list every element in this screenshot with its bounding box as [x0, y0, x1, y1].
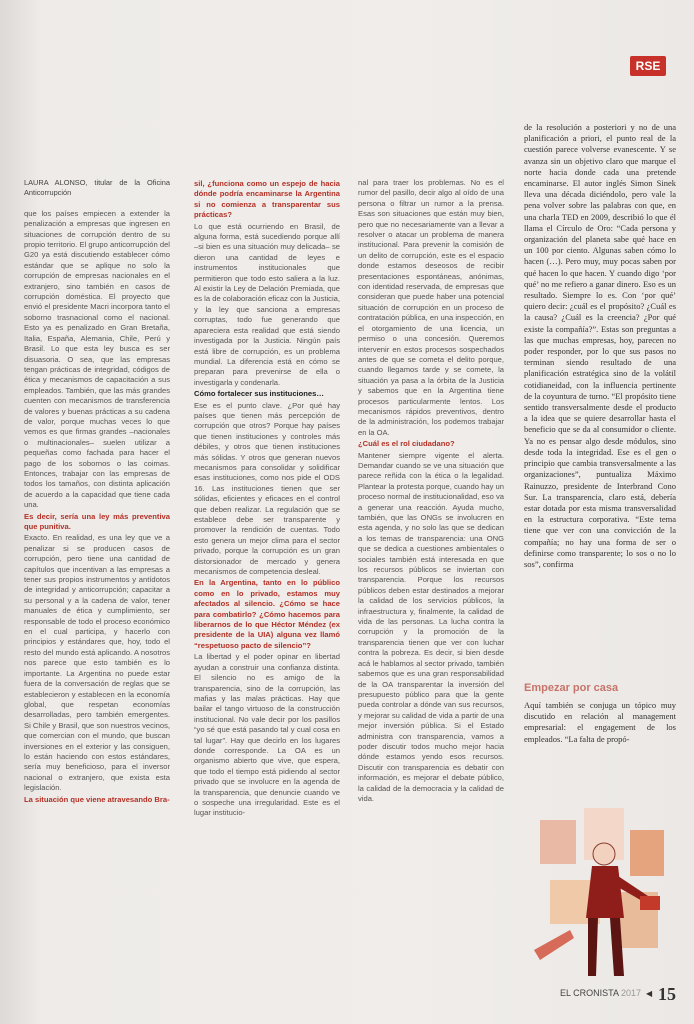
page-arrow-icon: ◀ — [646, 989, 653, 998]
column-4-article — [524, 122, 676, 692]
publication-year: 2017 — [621, 988, 642, 998]
interview-question: En la Argentina, tanto en lo público como en lo privado, estamos muy afectados al silencio. ¿Cómo se hace para combatirlo? ¿Cómo hacemos para liberarnos de lo que Héctor Méndez (ex presidente de la UIA) alguna vez llamó “respetuoso pacto de silencio”? — [194, 578, 340, 650]
paragraph: Exacto. En realidad, es una ley que ve a penalizar si se producen casos de corrupción, pero tiene una cantidad de capítulos que incentivan a las empresas a tener sus propios instrumentos y antídotos de integridad y anticorrupción; capacitar a su personal y a la cadena de valor, tener manuales de ética y cumplimiento, ser responsable de todo el proceso económico en el cual participa, y hacerlo con principios y estándares que, hoy, todo el resto del mundo está aplicando. A nosotros nos parece que esto también es lo importante. La Argentina no puede estar fuera de la conversación de reglas que se establecieron y establecen en la economía global, que respetan economías desarrolladas, pero también emergentes. Si Chile y Brasil, que son nuestros vecinos, que comercian con el mundo, que buscan inversiones en el exterior y las consiguen, lo están haciendo con estos estándares, sería muy beneficioso, para el inversor nacional o extranjero, que exista esta legislación. — [24, 533, 170, 793]
paragraph: que los países empiecen a extender la penalización a empresas que ingresen en situaciones de corrupción dentro de su propio territorio. El grupo anticorrupción del G20 ya está discutiendo establecer cómo estándar que se aplique no solo la corrupción de empresas nacionales en el extranjero, sino también en casos de corrupción doméstica. El proyecto que envió el presidente Macri incorpora tanto el soborno trasnacional como el nacional. Esto ya es penalizado en Gran Bretaña, Italia, España, Alemania, Chile, Perú y Brasil. Lo que esta ley busca es ser disuasoria. O sea, que las empresas tengan prácticas de integridad, códigos de ética y mecanismos de capacitación a sus empleados. También, que las más grandes cuenten con mecanismos de transferencia de valores y buenas prácticas a su cadena de valor, porque muchas veces lo que vemos es que firmas grandes –nacionales o multinacionales– suelen utilizar a pequeñas como fachada para hacer el pago de los sobornos o las coimas. Entonces, trabajar con las empresas de todos los tamaños, con distinta aplicación de acuerdo a la capacidad que tiene cada una. — [24, 208, 170, 510]
byline: LAURA ALONSO, titular de la Oficina Anticorrupción — [24, 178, 170, 198]
page-footer — [560, 988, 641, 998]
paragraph: Mantener siempre vigente el alerta. Demandar cuando se ve una situación que parece reñida con la ética o la legalidad. Plantear la protesta porque, cuando hay un proceso normal de institucionalidad, eso va a generar una reacción. Ayuda mucho, también, que las ONGs se involucren en esta agenda, y no solo las que se dedican a los temas de transparencia: una ONG que se dedica a cuestiones ambientales o sociales también está interesada en que los recursos públicos se inviertan con transparencia. Porque los recursos públicos deben estar destinados a mejorar la calidad de los servicios públicos, la infraestructura y, finalmente, la calidad de vida de las personas. La lucha contra la corrupción y la promoción de la transparencia tienen que ver con luchar contra la pobreza. Es decir, si bien desde acá le hablamos al sector privado, también sabemos que es una gran responsabilidad de la OA transparentar la inversión del presupuesto público para que la gente pueda controlar a dónde van sus recursos, y mejorar su calidad de vida a partir de una mejor inversión pública. Si el Estado administra con transparencia, vamos a poder discutir todos mucho mejor hacia dónde estamos yendo esos recursos. Discutir con transparencia es debatir con información, es mejorar el debate público, la calidad de la democracia y la calidad de vida. — [358, 450, 504, 803]
paragraph: Ese es el punto clave. ¿Por qué hay países que tienen más percepción de corrupción que otros? Porque hay países que tienen instituciones y controles más débiles, y otros que tienen instituciones más sólidas. Y otros que generan nuevos mecanismos para consolidar y solidificar esas instituciones, como nos pide el ODS 16. Las instituciones tienen que ser sólidas, eficientes y eficaces en el control que deben realizar. La regulación que se establece debe ser transparente y promover la rendición de cuentas. Todo esto genera un mejor clima para el sector privado, porque la corrupción es un gran distorsionador de mercado y genera mecanismos de competencia desleal. — [194, 400, 340, 577]
illustration-panel — [630, 830, 664, 876]
column-4-continuation — [524, 700, 676, 760]
business-person-illustration — [530, 800, 676, 984]
subheading: Empezar por casa — [524, 682, 619, 694]
illustration-panel — [540, 820, 576, 864]
page-number: 15 — [658, 984, 676, 1004]
paragraph: La libertad y el poder opinar en libertad ayudan a construir una confianza distinta. El silencio no es amigo de la transparencia, sino de la corrupción, las mafias y las malas prácticas. Hay que bailar el tango virtuoso de la construcción institucional. No vale decir por los pasillos “yo sé que está pasando tal y cual cosa en tal lugar”. Hay que decirlo en los lugares donde corresponde. La OA es un organismo abierto que vive, que espera, que todo el tiempo está pidiendo al sector privado que se involucre en la agenda de la transparencia, que denuncie cuando ve o sospeche una irregularidad. Este es el lugar institucio- — [194, 652, 340, 818]
column-3 — [358, 178, 504, 958]
figure-body — [586, 866, 624, 918]
column-1 — [24, 178, 170, 938]
article-paragraph: Aquí también se conjuga un tópico muy discutido en relación al management empresarial: el engagement de los empleados. “La falta de propó- — [524, 700, 676, 744]
paragraph: Lo que está ocurriendo en Brasil, de alguna forma, está sucediendo porque allí –si bien es una situación muy delicada– se dieron una cantidad de leyes e instrumentos institucionales que permitieron que todo esto saliera a la luz. Al existir la Ley de Delación Premiada, que es la de colaboración eficaz con la Justicia, y la ley que sanciona a empresas corruptas, todo fue generando que apareciera esta realidad que está siendo investigada por la Justicia. Ningún país está libre de corrupción, es un problema mundial. La diferencia está en cómo se preparan para prevenirse de ella o investigarla y condenarla. — [194, 221, 340, 387]
illustration-shape — [534, 930, 574, 960]
interview-question: ¿Cuál es el rol ciudadano? — [358, 439, 455, 449]
interview-question: sil, ¿funciona como un espejo de hacia dónde podría encaminarse la Argentina si no comienza a transparentar sus prácticas? — [194, 179, 340, 220]
figure-leg — [588, 918, 598, 976]
interview-question: La situación que viene atravesando Bra- — [24, 794, 170, 804]
interview-question: Es decir, sería una ley más preventiva que punitiva. — [24, 511, 170, 531]
publication-name: EL CRONISTA — [560, 988, 619, 998]
paragraph: nal para traer los problemas. No es el rumor del pasillo, decir algo al oído de una persona o filtrar un rumor a la prensa. Esas son situaciones que están muy bien, pero que no necesariamente van a llevar a resolver o atacar un problema de manera institucional. Para prevenir la comisión de un delito de corrupción, este es el espacio donde estamos deseosos de recibir presentaciones espontáneas, anónimas, con identidad reservada, de empresas que consideran que puede haber una potencial situación de corrupción en un proceso de contratación pública, en una inspección, en el otorgamiento de una licencia, un permiso o una concesión. Queremos intervenir en estos procesos sospechados antes de que se cometa el delito porque, cuando llegamos tarde y se comete, la situación ya pasa a la órbita de la Justicia y sabemos que en la Argentina tiene procesos particularmente lentos. Los mecanismos rápidos preventivos, dentro de la administración, los podemos trabajar en la OA. — [358, 178, 504, 437]
figure-head — [593, 843, 615, 865]
bold-prompt: Cómo fortalecer sus instituciones… — [194, 389, 324, 399]
article-paragraph: de la resolución a posteriori y no de una planificación a priori, el punto real de la cuestión parece volverse evanescente. Y se avanza sin un objetivo claro que marque el norte hacia donde cada una pretende encaminarse. El autor inglés Simon Sinek lleva una década diciéndolo, pero vale la pena volver sobre las palabras con que, en una charla TED en 2009, describió lo que él llama el Círculo de Oro: “Cada persona y organización del planeta sabe qué hace en un 100 por ciento. Algunas saben cómo lo hacen (…). Pero muy, muy pocas saben por qué hacen lo que hacen. Y cuando digo ‘por qué’ no me refiero a ganar dinero. Eso es un resultado. Siempre lo es. Con ‘por qué’ quiero decir: ¿cuál es el propósito? ¿Cuál es la causa? ¿Cuál es la creencia? ¿Por qué existe la compañía?”. Estas son preguntas a las que muchas empresas, hoy, parecen no poder responder, por lo que sus pasos no terminan siendo resultado de una planificación estratégica sino de la volátil cotidianeidad, con la influencia pertinente de la coyuntura de turno. “El propósito tiene sentido transversalmente desde el producto a la idea que se quiere desarrollar hasta el beneficio que se da al consumidor o cliente. Ya no es pensar algo desde módulos, sino desde toda la integridad. Ese es el gen o principio que cambia transversalmente a las organizaciones”, puntualiza Máximo Rainuzzo, presidente de Interbrand Cono Sur. La transparencia, claro está, debería estar dotada por esta misma transversalidad en la estructura corporativa. “Este tema tiene que ver con una convicción de la compañía; no hay una forma de ser o definirse como transparente; lo sos o no lo sos”, confirma — [524, 122, 676, 569]
section-badge: RSE — [630, 56, 666, 76]
briefcase — [640, 896, 660, 910]
column-2 — [194, 178, 340, 948]
